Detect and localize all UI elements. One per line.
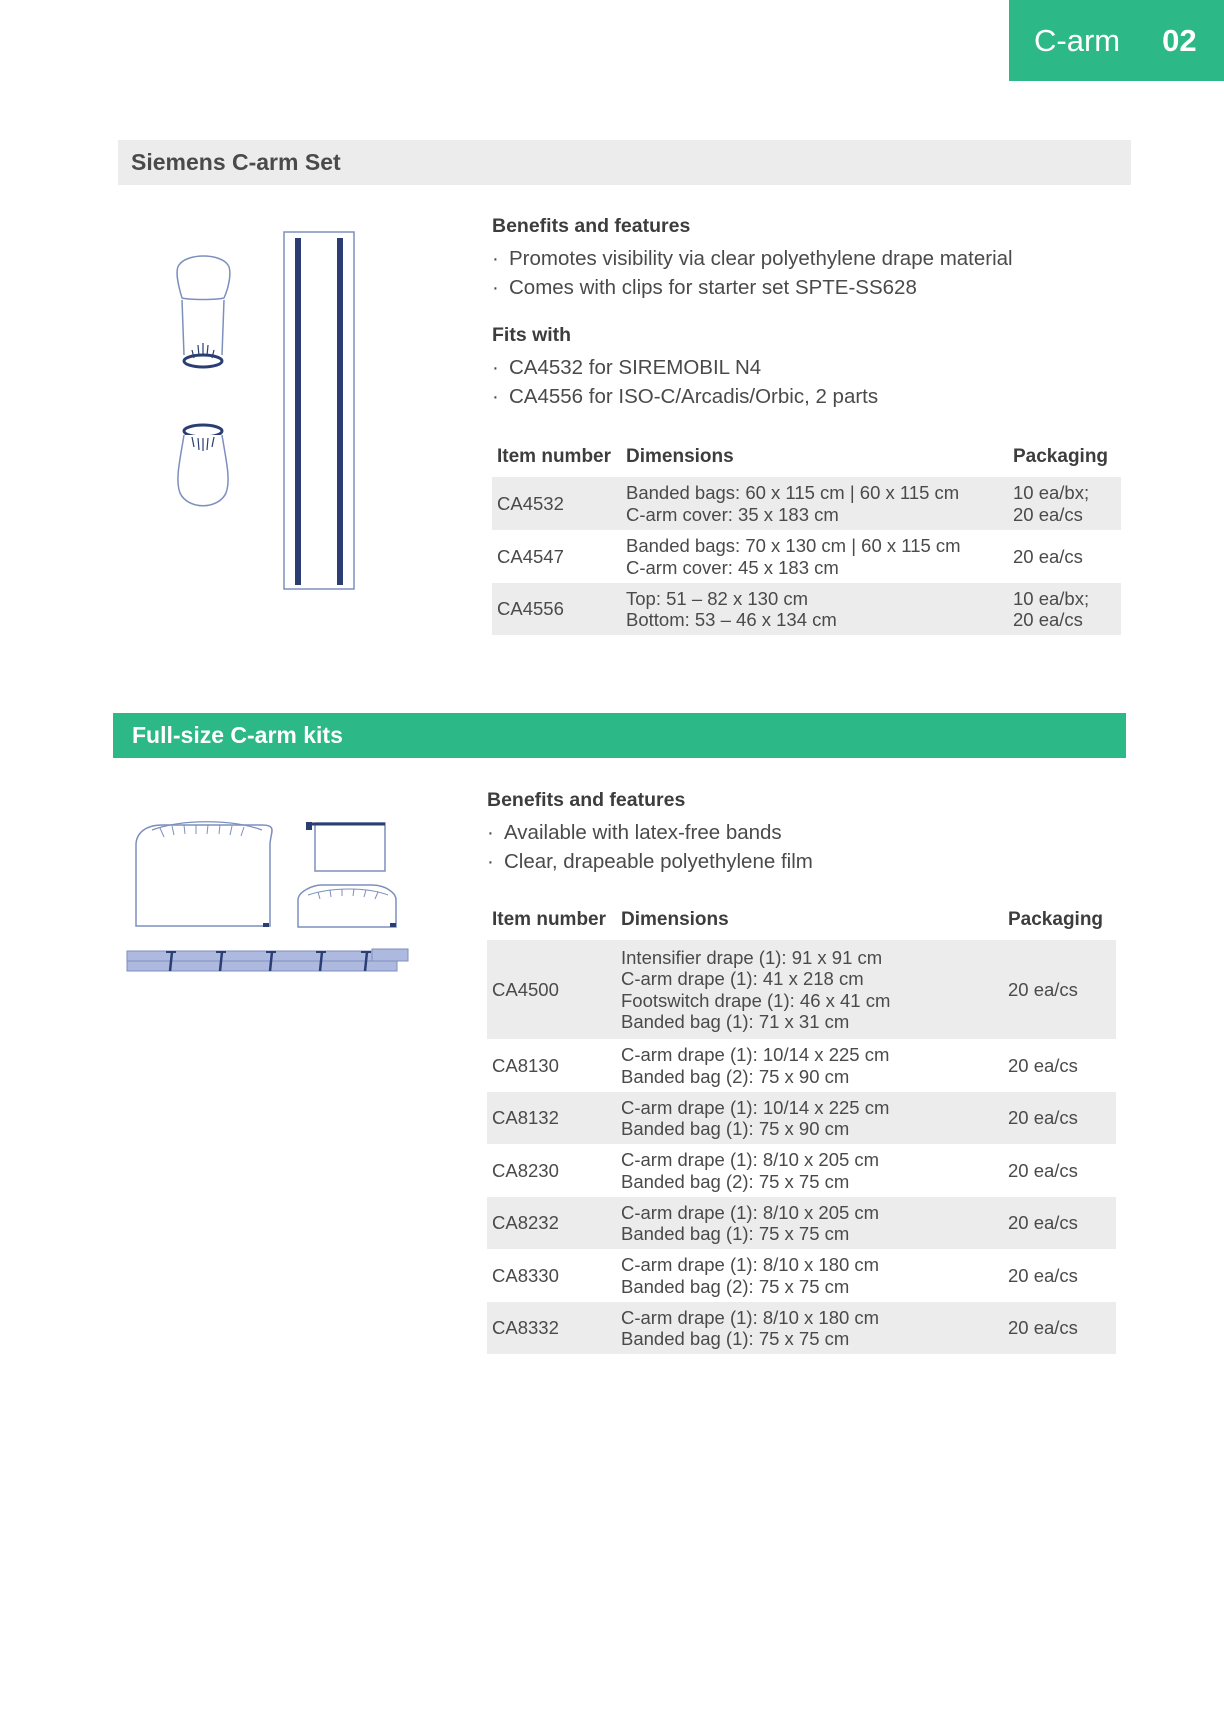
tab-number: 02 bbox=[1162, 22, 1197, 58]
header-item-number: Item number bbox=[492, 909, 607, 930]
benefits-block-1 bbox=[492, 215, 1013, 302]
packaging: 10 ea/bx; 20 ea/cs bbox=[1008, 477, 1121, 530]
dimensions: Intensifier drape (1): 91 x 91 cm C-arm drape (1): 41 x 218 cm Footswitch drape (1): 46 x 41 cm Banded bag (1): 71 x 31 cm bbox=[616, 940, 1003, 1039]
benefit-item: · Comes with clips for starter set SPTE-SS628 bbox=[492, 273, 1013, 302]
dimensions: Banded bags: 60 x 115 cm | 60 x 115 cm C-arm cover: 35 x 183 cm bbox=[621, 477, 1008, 530]
item-number: CA8330 bbox=[492, 1264, 559, 1286]
benefit-item: · Clear, drapeable polyethylene film bbox=[487, 847, 813, 876]
product-table-full-size bbox=[487, 900, 1116, 1354]
header-dimensions: Dimensions bbox=[621, 909, 729, 930]
banded-bag-drawing-top bbox=[177, 256, 230, 367]
table-row bbox=[487, 1144, 1116, 1197]
banded-bag-drawing-bottom bbox=[178, 425, 228, 506]
item-number: CA8130 bbox=[492, 1054, 559, 1076]
benefits-block-2 bbox=[487, 789, 813, 876]
packaging: 20 ea/cs bbox=[1008, 1264, 1078, 1286]
dimensions: Banded bags: 70 x 130 cm | 60 x 115 cm C-arm cover: 45 x 183 cm bbox=[626, 535, 961, 578]
banded-bag-drawing bbox=[298, 822, 396, 927]
table-row bbox=[492, 530, 1121, 583]
packaging: 20 ea/cs bbox=[1003, 940, 1116, 1039]
header-item-number: Item number bbox=[497, 446, 612, 467]
benefit-item: · Promotes visibility via clear polyethylene drape material bbox=[492, 244, 1013, 273]
siemens-set-illustration bbox=[170, 225, 370, 595]
item-number: CA4532 bbox=[492, 477, 621, 530]
dimensions: C-arm drape (1): 10/14 x 225 cm Banded bag (1): 75 x 90 cm bbox=[616, 1092, 1003, 1144]
section-title-full-size: Full-size C-arm kits bbox=[113, 713, 1126, 758]
table-row bbox=[492, 477, 1121, 530]
item-number: CA4500 bbox=[487, 940, 616, 1039]
benefits-list bbox=[492, 244, 1013, 302]
table-row bbox=[487, 940, 1116, 1039]
packaging: 20 ea/cs bbox=[1008, 1159, 1078, 1181]
c-arm-cover-drawing bbox=[284, 232, 354, 589]
fits-item: · CA4532 for SIREMOBIL N4 bbox=[492, 353, 878, 382]
item-number: CA8332 bbox=[487, 1302, 616, 1354]
section-title-siemens: Siemens C-arm Set bbox=[118, 140, 1131, 185]
header-dimensions: Dimensions bbox=[626, 446, 734, 467]
packaging: 10 ea/bx; 20 ea/cs bbox=[1008, 583, 1121, 635]
item-number: CA8232 bbox=[487, 1197, 616, 1249]
packaging: 20 ea/cs bbox=[1003, 1197, 1116, 1249]
table-header-row bbox=[487, 900, 1116, 940]
tab-label: C-arm bbox=[1034, 22, 1121, 58]
full-size-kit-illustration bbox=[122, 815, 422, 977]
packaging: 20 ea/cs bbox=[1003, 1302, 1116, 1354]
dimensions: C-arm drape (1): 8/10 x 205 cm Banded bag (2): 75 x 75 cm bbox=[621, 1149, 880, 1192]
c-arm-drape-drawing bbox=[127, 949, 408, 971]
table-row bbox=[487, 1197, 1116, 1249]
header-packaging: Packaging bbox=[1013, 446, 1109, 467]
header-packaging: Packaging bbox=[1008, 909, 1104, 930]
table-row bbox=[487, 1092, 1116, 1144]
table-row bbox=[487, 1039, 1116, 1092]
benefits-heading: Benefits and features bbox=[492, 215, 691, 237]
benefits-heading: Benefits and features bbox=[487, 789, 686, 811]
item-number: CA8132 bbox=[487, 1092, 616, 1144]
dimensions: C-arm drape (1): 8/10 x 180 cm Banded bag (2): 75 x 75 cm bbox=[621, 1254, 880, 1297]
fits-list bbox=[492, 353, 878, 411]
dimensions: C-arm drape (1): 10/14 x 225 cm Banded bag (2): 75 x 90 cm bbox=[621, 1044, 890, 1087]
fits-item: · CA4556 for ISO-C/Arcadis/Orbic, 2 parts bbox=[492, 382, 878, 411]
fits-heading: Fits with bbox=[492, 324, 572, 346]
benefits-list bbox=[487, 818, 813, 876]
section-tab bbox=[1009, 0, 1224, 81]
table-row bbox=[492, 583, 1121, 635]
product-table-siemens bbox=[492, 437, 1121, 635]
item-number: CA4547 bbox=[497, 545, 564, 567]
item-number: CA8230 bbox=[492, 1159, 559, 1181]
intensifier-drape-drawing bbox=[136, 822, 272, 927]
fits-block bbox=[492, 324, 878, 411]
table-row bbox=[487, 1302, 1116, 1354]
dimensions: Top: 51 – 82 x 130 cm Bottom: 53 – 46 x 134 cm bbox=[621, 583, 1008, 635]
table-row bbox=[487, 1249, 1116, 1302]
packaging: 20 ea/cs bbox=[1013, 545, 1083, 567]
benefit-item: · Available with latex-free bands bbox=[487, 818, 813, 847]
table-header-row bbox=[492, 437, 1121, 477]
dimensions: C-arm drape (1): 8/10 x 205 cm Banded bag (1): 75 x 75 cm bbox=[616, 1197, 1003, 1249]
dimensions: C-arm drape (1): 8/10 x 180 cm Banded bag (1): 75 x 75 cm bbox=[616, 1302, 1003, 1354]
packaging: 20 ea/cs bbox=[1008, 1054, 1078, 1076]
item-number: CA4556 bbox=[492, 583, 621, 635]
packaging: 20 ea/cs bbox=[1003, 1092, 1116, 1144]
